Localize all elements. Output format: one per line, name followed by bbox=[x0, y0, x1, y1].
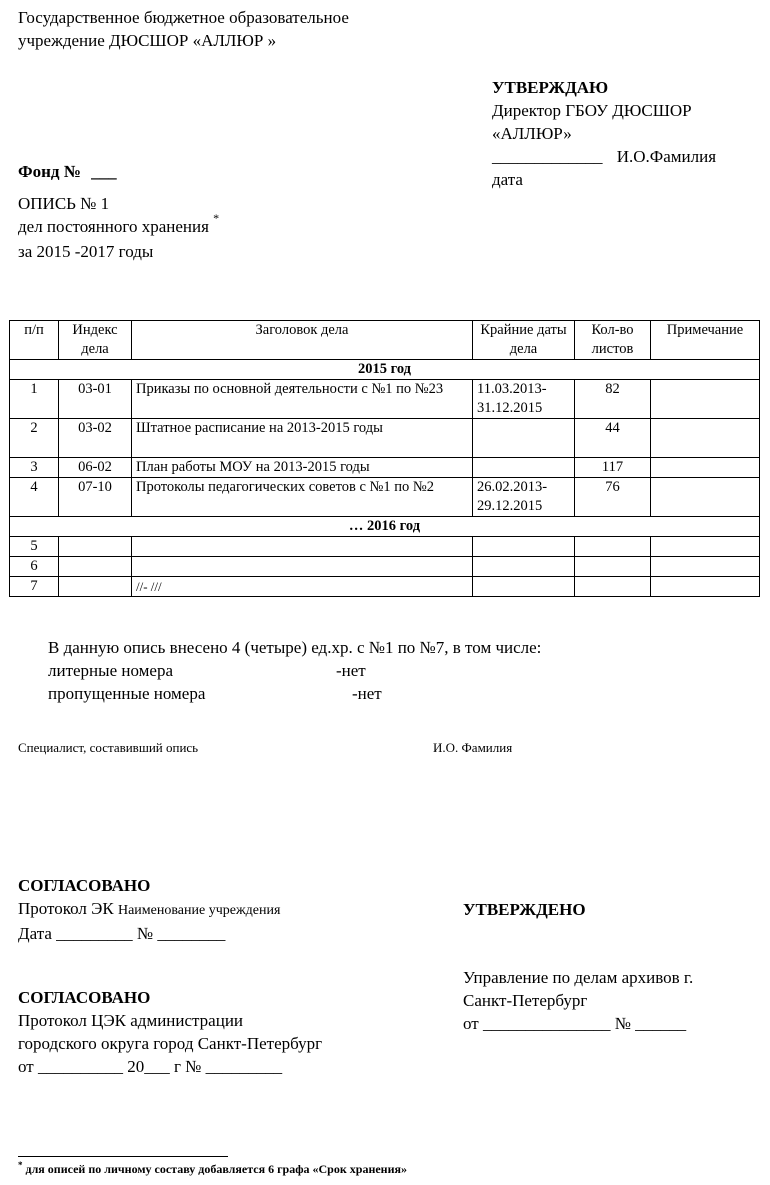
specialist-label: Специалист, составивший опись bbox=[18, 740, 199, 755]
cell-title: Протоколы педагогических советов с №1 по №2 bbox=[132, 478, 473, 517]
cell-dates bbox=[473, 577, 575, 597]
footnote-divider bbox=[18, 1156, 228, 1157]
inventory-type-text: дел постоянного хранения bbox=[18, 217, 209, 236]
cell-title bbox=[132, 537, 473, 557]
cell-sheets bbox=[575, 537, 651, 557]
cell-note bbox=[651, 557, 760, 577]
inventory-type bbox=[18, 211, 418, 240]
col-header-note: Примечание bbox=[651, 321, 760, 360]
cell-note bbox=[651, 419, 760, 458]
archive-block bbox=[463, 966, 763, 1035]
cell-title: Приказы по основной деятельности с №1 по №23 bbox=[132, 380, 473, 419]
cell-dates: 26.02.2013-29.12.2015 bbox=[473, 478, 575, 517]
fund-label: Фонд № bbox=[18, 162, 81, 181]
inventory-title bbox=[18, 192, 418, 263]
table-row bbox=[10, 419, 760, 458]
agreed-block-ek bbox=[18, 874, 438, 945]
fund-blank: ___ bbox=[91, 162, 117, 181]
cell-index bbox=[59, 557, 132, 577]
cell-note bbox=[651, 577, 760, 597]
table-row bbox=[10, 557, 760, 577]
cell-sheets: 44 bbox=[575, 419, 651, 458]
approved-title: УТВЕРЖДЕНО bbox=[463, 900, 586, 919]
cell-index: 03-01 bbox=[59, 380, 132, 419]
org-line-2: учреждение ДЮСШОР «АЛЛЮР » bbox=[18, 31, 277, 50]
signature-name: И.О.Фамилия bbox=[616, 147, 717, 166]
org-line-1: Государственное бюджетное образовательное bbox=[18, 8, 349, 27]
cell-index: 03-02 bbox=[59, 419, 132, 458]
date-label: дата bbox=[492, 170, 523, 189]
agreed-title: СОГЛАСОВАНО bbox=[18, 876, 151, 895]
approval-block bbox=[492, 76, 762, 191]
cell-title bbox=[132, 557, 473, 577]
cell-num: 4 bbox=[10, 478, 59, 517]
fund-line bbox=[18, 160, 117, 183]
cell-dates bbox=[473, 537, 575, 557]
cell-dates bbox=[473, 557, 575, 577]
agreed-block-cek bbox=[18, 986, 438, 1078]
cell-note bbox=[651, 478, 760, 517]
approve-line-1: Директор ГБОУ ДЮСШОР bbox=[492, 101, 692, 120]
cell-num: 3 bbox=[10, 458, 59, 478]
footnote-text: для описей по личному составу добавляется 6 графа «Срок хранения» bbox=[25, 1162, 408, 1176]
archive-line-3: от _______________ № ______ bbox=[463, 1014, 687, 1033]
cek-line-2: городского округа город Санкт-Петербург bbox=[18, 1034, 323, 1053]
cek-line-1: Протокол ЦЭК администрации bbox=[18, 1011, 244, 1030]
table-row bbox=[10, 478, 760, 517]
summary-line: В данную опись внесено 4 (четыре) ед.хр. с №1 по №7, в том числе: bbox=[48, 638, 542, 657]
cell-index: 07-10 bbox=[59, 478, 132, 517]
col-header-dates: Крайние даты дела bbox=[473, 321, 575, 360]
year-row-2015 bbox=[10, 360, 760, 380]
approve-title: УТВЕРЖДАЮ bbox=[492, 78, 609, 97]
signature-line bbox=[492, 145, 762, 168]
cell-title: Штатное расписание на 2013-2015 годы bbox=[132, 419, 473, 458]
cell-index bbox=[59, 537, 132, 557]
cell-sheets: 117 bbox=[575, 458, 651, 478]
missing-numbers-value: -нет bbox=[352, 684, 382, 703]
cell-title: //- /// bbox=[132, 577, 473, 597]
cell-num: 6 bbox=[10, 557, 59, 577]
col-header-sheets: Кол-во листов bbox=[575, 321, 651, 360]
cell-num: 1 bbox=[10, 380, 59, 419]
footnote-marker: * bbox=[213, 211, 220, 225]
cell-sheets: 82 bbox=[575, 380, 651, 419]
protocol-date-line: Дата _________ № ________ bbox=[18, 924, 226, 943]
table-header-row bbox=[10, 321, 760, 360]
cell-note bbox=[651, 380, 760, 419]
specialist-name: И.О. Фамилия bbox=[433, 740, 513, 755]
agreed-title: СОГЛАСОВАНО bbox=[18, 988, 151, 1007]
table-row bbox=[10, 577, 760, 597]
cell-title: План работы МОУ на 2013-2015 годы bbox=[132, 458, 473, 478]
protocol-org: Наименование учреждения bbox=[117, 903, 281, 918]
literal-numbers-label: литерные номера bbox=[48, 661, 173, 680]
cell-index bbox=[59, 577, 132, 597]
cell-sheets: 76 bbox=[575, 478, 651, 517]
approve-line-2: «АЛЛЮР» bbox=[492, 124, 572, 143]
cell-dates bbox=[473, 419, 575, 458]
literal-numbers-row bbox=[48, 659, 541, 682]
cell-index: 06-02 bbox=[59, 458, 132, 478]
col-header-title: Заголовок дела bbox=[132, 321, 473, 360]
year-label-2016: … 2016 год bbox=[10, 517, 760, 537]
missing-numbers-row bbox=[48, 682, 541, 705]
cell-sheets bbox=[575, 557, 651, 577]
inventory-table bbox=[9, 320, 760, 597]
cell-num: 5 bbox=[10, 537, 59, 557]
cell-dates: 11.03.2013-31.12.2015 bbox=[473, 380, 575, 419]
cell-dates bbox=[473, 458, 575, 478]
inventory-number: ОПИСЬ № 1 bbox=[18, 194, 110, 213]
col-header-index: Индекс дела bbox=[59, 321, 132, 360]
cell-num: 7 bbox=[10, 577, 59, 597]
year-label-2015: 2015 год bbox=[10, 360, 760, 380]
protocol-prefix: Протокол ЭК bbox=[18, 899, 114, 918]
missing-numbers-label: пропущенные номера bbox=[48, 684, 206, 703]
cell-note bbox=[651, 537, 760, 557]
cell-sheets bbox=[575, 577, 651, 597]
organization-name bbox=[18, 6, 468, 52]
protocol-line bbox=[18, 897, 438, 922]
col-header-num: п/п bbox=[10, 321, 59, 360]
cell-note bbox=[651, 458, 760, 478]
year-row-2016 bbox=[10, 517, 760, 537]
footnote-mark: * bbox=[18, 1160, 23, 1170]
literal-numbers-value: -нет bbox=[336, 661, 366, 680]
archive-line-2: Санкт-Петербург bbox=[463, 991, 588, 1010]
footnote bbox=[18, 1162, 407, 1177]
cek-line-3: от __________ 20___ г № _________ bbox=[18, 1057, 283, 1076]
table-row bbox=[10, 458, 760, 478]
table-row bbox=[10, 537, 760, 557]
inventory-summary bbox=[48, 636, 541, 705]
inventory-period: за 2015 -2017 годы bbox=[18, 242, 154, 261]
signature-blank: _____________ bbox=[492, 147, 603, 166]
cell-num: 2 bbox=[10, 419, 59, 458]
table-row bbox=[10, 380, 760, 419]
archive-line-1: Управление по делам архивов г. bbox=[463, 968, 694, 987]
